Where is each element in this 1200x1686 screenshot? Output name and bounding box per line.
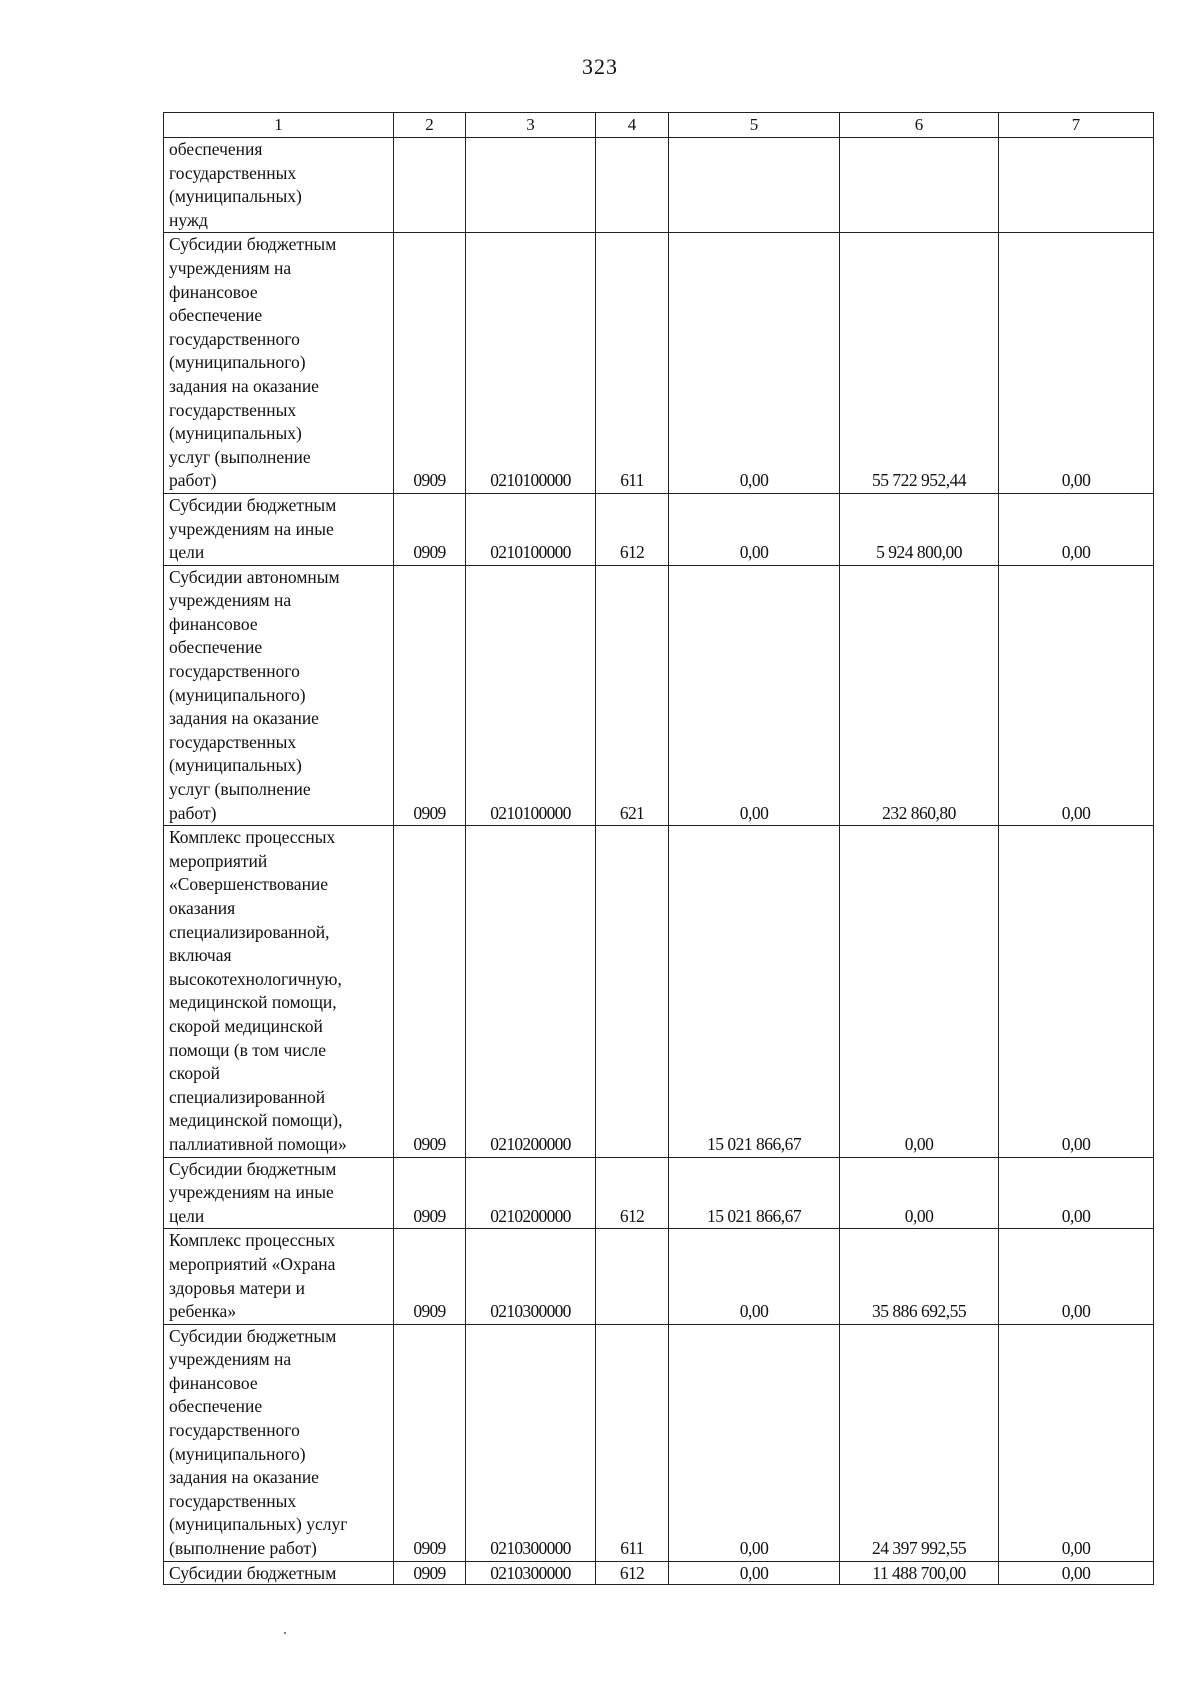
item-name-cell — [164, 1324, 394, 1561]
table-row — [164, 1561, 1154, 1584]
scan-speck — [284, 1632, 286, 1634]
col-header-4: 4 — [596, 113, 669, 138]
amount-col7-cell: 0,00 — [999, 1561, 1154, 1584]
item-name-line: ребенка» — [169, 1301, 237, 1322]
col-header-3: 3 — [466, 113, 596, 138]
table-row — [164, 138, 1154, 233]
section-code-cell: 0909 — [394, 1324, 466, 1561]
item-name-line: Субсидии бюджетным — [169, 1325, 337, 1346]
item-name-line: задания на оказание — [169, 1467, 319, 1488]
item-name-line: «Совершенствование — [169, 874, 329, 895]
col-header-2: 2 — [394, 113, 466, 138]
amount-col7-cell: 0,00 — [999, 1324, 1154, 1561]
target-article-cell: 0210100000 — [466, 493, 596, 565]
col-header-5: 5 — [669, 113, 840, 138]
amount-col7-cell: 0,00 — [999, 493, 1154, 565]
amount-col5-cell: 0,00 — [669, 1324, 840, 1561]
target-article-cell: 0210300000 — [466, 1324, 596, 1561]
section-code-cell: 0909 — [394, 1157, 466, 1229]
item-name-cell — [164, 826, 394, 1157]
item-name-line: Комплекс процессных — [169, 1230, 336, 1251]
amount-col6-cell: 55 722 952,44 — [840, 233, 999, 494]
item-name-line: цели — [169, 1205, 205, 1226]
section-code-cell: 0909 — [394, 233, 466, 494]
target-article-cell: 0210300000 — [466, 1561, 596, 1584]
target-article-cell: 0210100000 — [466, 565, 596, 826]
section-code-cell: 0909 — [394, 826, 466, 1157]
col-header-1: 1 — [164, 113, 394, 138]
amount-col5-cell: 15 021 866,67 — [669, 1157, 840, 1229]
target-article-cell: 0210100000 — [466, 233, 596, 494]
expense-type-cell: 612 — [596, 1561, 669, 1584]
item-name-line: обеспечение — [169, 305, 263, 326]
item-name-line: помощи (в том числе — [169, 1039, 327, 1060]
table-row — [164, 493, 1154, 565]
item-name-line: задания на оказание — [169, 708, 319, 729]
amount-col6-cell: 0,00 — [840, 826, 999, 1157]
item-name-cell — [164, 233, 394, 494]
expense-type-cell: 612 — [596, 1157, 669, 1229]
budget-table — [163, 112, 1154, 1585]
item-name-line: (муниципального) — [169, 352, 306, 373]
amount-col7-cell: 0,00 — [999, 233, 1154, 494]
section-code-cell: 0909 — [394, 565, 466, 826]
item-name-line: государственного — [169, 1420, 300, 1441]
item-name-line: (муниципального) — [169, 1443, 306, 1464]
item-name-line: Субсидии бюджетным — [169, 234, 337, 255]
header-row — [164, 113, 1154, 138]
item-name-line: государственных — [169, 399, 297, 420]
table-row — [164, 1157, 1154, 1229]
section-code-cell — [394, 138, 466, 233]
item-name-line: государственных — [169, 1490, 297, 1511]
item-name-line: государственного — [169, 328, 300, 349]
amount-col6-cell: 11 488 700,00 — [840, 1561, 999, 1584]
item-name-line: высокотехнологичную, — [169, 968, 342, 989]
item-name-cell — [164, 1229, 394, 1324]
col-header-7: 7 — [999, 113, 1154, 138]
item-name-line: специализированной — [169, 1086, 326, 1107]
item-name-line: паллиативной помощи» — [169, 1133, 347, 1154]
expense-type-cell: 612 — [596, 493, 669, 565]
amount-col6-cell: 35 886 692,55 — [840, 1229, 999, 1324]
amount-col7-cell: 0,00 — [999, 1157, 1154, 1229]
item-name-cell — [164, 138, 394, 233]
table-row — [164, 826, 1154, 1157]
item-name-line: финансовое — [169, 1372, 258, 1393]
item-name-line: специализированной, — [169, 921, 330, 942]
amount-col5-cell: 0,00 — [669, 565, 840, 826]
amount-col5-cell: 0,00 — [669, 233, 840, 494]
amount-col6-cell: 232 860,80 — [840, 565, 999, 826]
amount-col5-cell: 0,00 — [669, 1229, 840, 1324]
item-name-line: работ) — [169, 470, 217, 491]
item-name-line: мероприятий — [169, 850, 268, 871]
amount-col7-cell: 0,00 — [999, 565, 1154, 826]
page-number: 323 — [582, 54, 618, 79]
amount-col5-cell: 0,00 — [669, 1561, 840, 1584]
amount-col7-cell: 0,00 — [999, 1229, 1154, 1324]
section-code-cell: 0909 — [394, 493, 466, 565]
item-name-line: учреждениям на иные — [169, 1182, 334, 1203]
item-name-cell — [164, 493, 394, 565]
section-code-cell: 0909 — [394, 1229, 466, 1324]
table-row — [164, 1324, 1154, 1561]
item-name-cell — [164, 1561, 394, 1584]
item-name-line: задания на оказание — [169, 375, 319, 396]
item-name-cell — [164, 1157, 394, 1229]
item-name-line: оказания — [169, 898, 236, 918]
item-name-line: здоровья матери и — [169, 1277, 305, 1298]
col-header-6: 6 — [840, 113, 999, 138]
item-name-line: финансовое — [169, 613, 258, 634]
item-name-line: Субсидии бюджетным — [169, 494, 337, 515]
item-name-line: учреждениям на — [169, 257, 292, 278]
target-article-cell — [466, 138, 596, 233]
item-name-line: учреждениям на — [169, 1349, 292, 1370]
item-name-line: обеспечения — [169, 139, 263, 159]
item-name-line: (муниципальных) — [169, 186, 302, 207]
section-code-cell: 0909 — [394, 1561, 466, 1584]
item-name-line: финансовое — [169, 281, 258, 302]
item-name-line: скорой — [169, 1063, 220, 1084]
item-name-line: (муниципальных) — [169, 755, 302, 776]
item-name-line: обеспечение — [169, 1396, 263, 1417]
table-row — [164, 1229, 1154, 1324]
amount-col6-cell: 0,00 — [840, 1157, 999, 1229]
item-name-line: медицинской помощи), — [169, 1110, 343, 1131]
item-name-line: цели — [169, 542, 205, 563]
expense-type-cell — [596, 826, 669, 1157]
item-name-line: скорой медицинской — [169, 1015, 323, 1036]
item-name-line: (выполнение работ) — [169, 1538, 317, 1559]
expense-type-cell: 611 — [596, 1324, 669, 1561]
item-name-line: нужд — [169, 209, 208, 230]
item-name-line: государственных — [169, 162, 297, 183]
amount-col5-cell: 0,00 — [669, 493, 840, 565]
item-name-line: включая — [169, 945, 232, 966]
target-article-cell: 0210200000 — [466, 1157, 596, 1229]
amount-col6-cell: 5 924 800,00 — [840, 493, 999, 565]
item-name-line: Комплекс процессных — [169, 827, 336, 848]
target-article-cell: 0210200000 — [466, 826, 596, 1157]
amount-col7-cell — [999, 138, 1154, 233]
table-row — [164, 233, 1154, 494]
item-name-line: услуг (выполнение — [169, 446, 311, 467]
item-name-line: услуг (выполнение — [169, 779, 311, 800]
amount-col5-cell: 15 021 866,67 — [669, 826, 840, 1157]
amount-col6-cell — [840, 138, 999, 233]
expense-type-cell: 621 — [596, 565, 669, 826]
item-name-line: обеспечение — [169, 637, 263, 658]
item-name-line: Субсидии автономным — [169, 566, 340, 587]
target-article-cell: 0210300000 — [466, 1229, 596, 1324]
item-name-line: учреждениям на иные — [169, 518, 334, 539]
expense-type-cell: 611 — [596, 233, 669, 494]
item-name-cell — [164, 565, 394, 826]
item-name-line: (муниципальных) услуг — [169, 1514, 348, 1535]
item-name-line: учреждениям на — [169, 590, 292, 611]
item-name-line: мероприятий «Охрана — [169, 1253, 336, 1274]
item-name-line: (муниципальных) — [169, 423, 302, 444]
item-name-line: государственного — [169, 661, 300, 682]
table-row — [164, 565, 1154, 826]
table-body — [164, 138, 1154, 1585]
item-name-line: Субсидии бюджетным — [169, 1158, 337, 1179]
amount-col5-cell — [669, 138, 840, 233]
expense-type-cell — [596, 1229, 669, 1324]
item-name-line: медицинской помощи, — [169, 992, 337, 1013]
item-name-line: государственных — [169, 731, 297, 752]
item-name-line: работ) — [169, 802, 217, 823]
item-name-line: (муниципального) — [169, 684, 306, 705]
amount-col7-cell: 0,00 — [999, 826, 1154, 1157]
item-name-line: Субсидии бюджетным — [169, 1562, 337, 1583]
amount-col6-cell: 24 397 992,55 — [840, 1324, 999, 1561]
expense-type-cell — [596, 138, 669, 233]
